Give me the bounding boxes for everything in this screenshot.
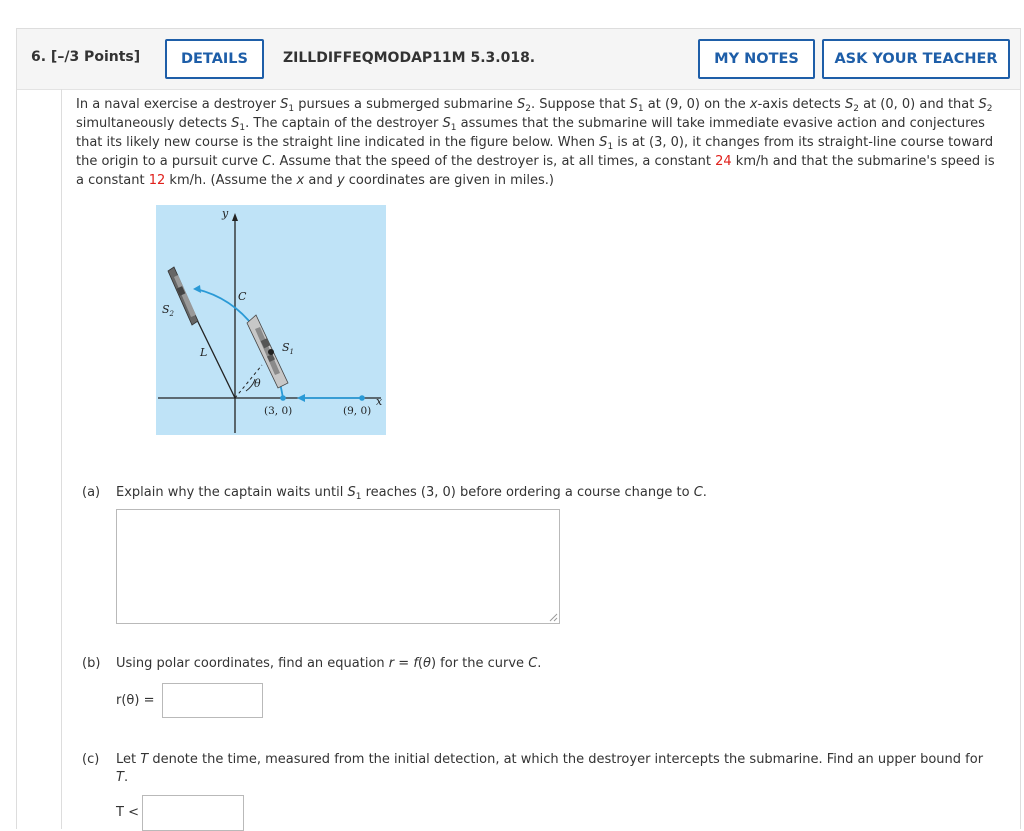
- destroyer-speed: 24: [715, 154, 732, 169]
- point-3-0-label: (3, 0): [264, 405, 293, 417]
- ask-your-teacher-button[interactable]: ASK YOUR TEACHER: [822, 39, 1010, 79]
- resize-handle-icon[interactable]: [548, 612, 558, 622]
- s2-label: $S_2$: [162, 303, 175, 318]
- part-c-lhs: T <: [116, 805, 139, 820]
- question-card: [16, 28, 1021, 829]
- part-c-label: (c): [82, 752, 100, 767]
- submarine-speed: 12: [148, 173, 166, 188]
- pursuit-figure: [156, 205, 386, 435]
- y-axis-label: y: [222, 207, 229, 220]
- my-notes-button[interactable]: MY NOTES: [698, 39, 815, 79]
- question-number: 6. [–/3 Points]: [31, 49, 141, 65]
- point-9-0-label: (9, 0): [343, 405, 372, 417]
- x-axis-label: x: [376, 395, 383, 408]
- point-3-0: [280, 395, 286, 401]
- problem-statement: In a naval exercise a destroyer $S_1$ pursues a submerged submarine $S_2$. Suppose that $S_1$ at (9, 0) on the x-axis detects $S_2$ at (0, 0) and that $S_2$ simultaneously detects $S_1$. The captain of the destroyer $S_1$ assumes that the submarine will take immediate evasive action and conjectures that its likely new course is the straight line indicated in the figure below. When $S_1$ is at (3, 0), it changes from its straight-line course toward the origin to a pursuit curve C. Assume that the speed of the destroyer is, at all times, a constant 24 km/h and that the submarine's speed is a constant 12 km/h. (Assume the x and y coordinates are given in miles.): [76, 97, 995, 188]
- part-a-prompt: (a) Explain why the captain waits until $S_1$ reaches (3, 0) before ordering a course change to C.: [82, 485, 707, 502]
- part-a-answer-textarea[interactable]: [116, 509, 560, 624]
- part-c-prompt: (c) Let T denote the time, measured from the initial detection, at which the destroyer intercepts the submarine. Find an upper bound for T.: [82, 752, 984, 785]
- question-header: [17, 29, 1020, 90]
- s1-label: $S_1$: [282, 341, 295, 356]
- part-a-label: (a): [82, 485, 101, 500]
- part-b-prompt: (b) Using polar coordinates, find an equation r = f(θ) for the curve C.: [82, 656, 542, 671]
- l-label: L: [200, 346, 208, 359]
- part-b-lhs: r(θ) =: [116, 693, 155, 708]
- part-c-answer-input[interactable]: [142, 795, 244, 831]
- question-code: ZILLDIFFEQMODAP11M 5.3.018.: [283, 50, 536, 66]
- destroyer-position-dot: [268, 349, 274, 355]
- part-b-label: (b): [82, 656, 101, 671]
- part-b-answer-input[interactable]: [162, 683, 263, 718]
- c-label: C: [238, 290, 247, 303]
- theta-label: θ: [254, 377, 261, 390]
- details-button[interactable]: DETAILS: [165, 39, 264, 79]
- question-body: [61, 89, 1021, 829]
